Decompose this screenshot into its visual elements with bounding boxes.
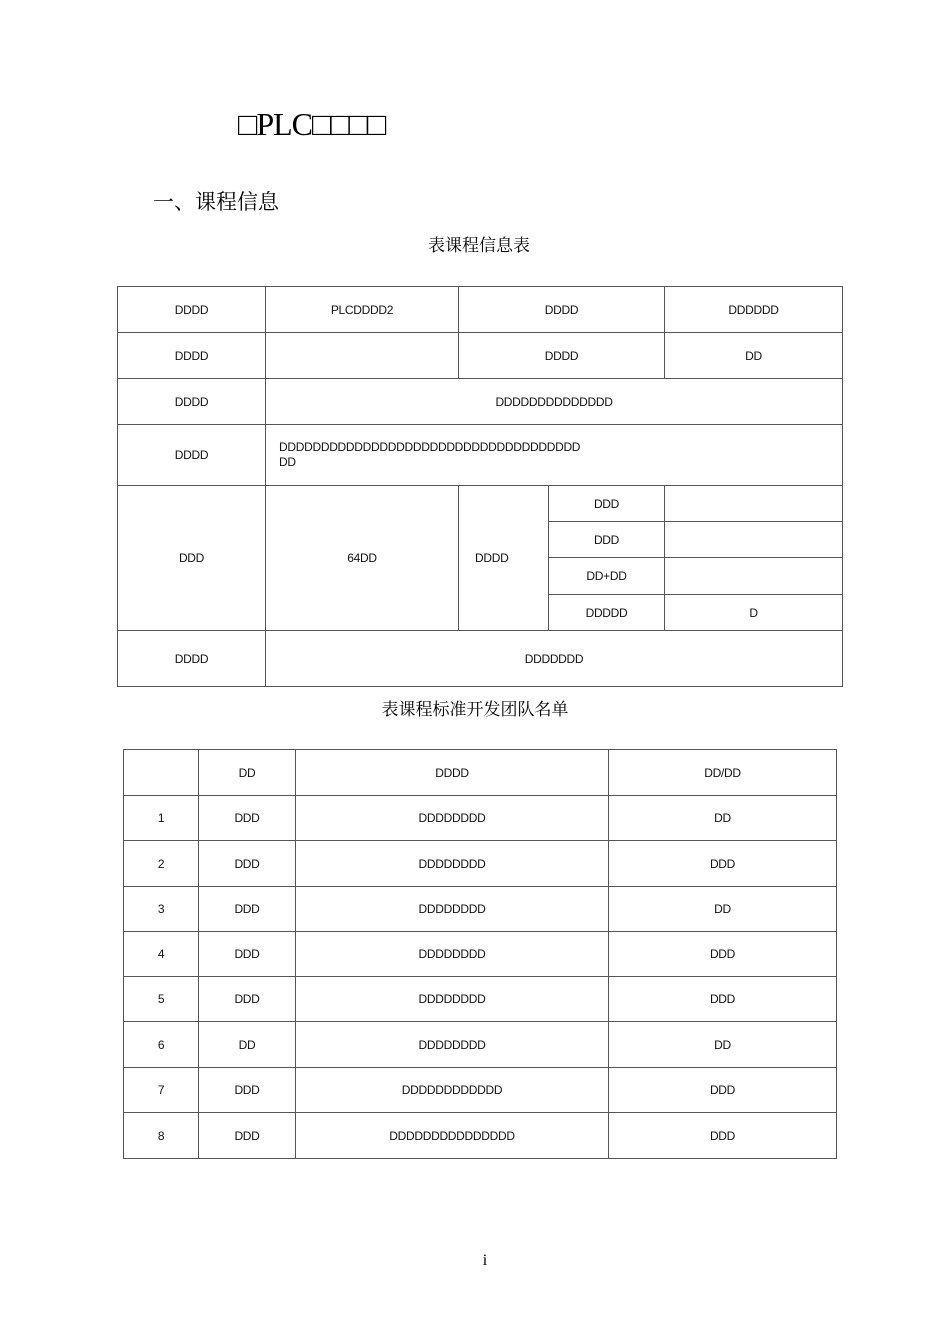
- member-unit: DDDDDDDD: [296, 887, 609, 932]
- member-unit: DDDDDDDDDDDDDDD: [296, 1113, 609, 1159]
- table-row: [118, 425, 843, 486]
- table-row: [118, 631, 843, 687]
- course-info-table-caption: 表课程信息表: [428, 236, 530, 256]
- column-header: DDDD: [296, 750, 609, 796]
- table-cell: DDDD: [118, 631, 266, 687]
- column-header: [124, 750, 199, 796]
- table-cell: [266, 333, 459, 379]
- table-cell: [665, 522, 843, 558]
- member-title: DDD: [609, 932, 837, 977]
- member-title: DD: [609, 1022, 837, 1068]
- table-cell: DD: [665, 333, 843, 379]
- table-row: [118, 287, 843, 333]
- member-name: DD: [199, 1022, 296, 1068]
- column-header: DD/DD: [609, 750, 837, 796]
- table-row: [124, 1113, 837, 1159]
- table-cell: PLCDDDD2: [266, 287, 459, 333]
- table-cell: DD+DD: [549, 558, 665, 595]
- page-number: i: [482, 1252, 488, 1269]
- team-table-caption: 表课程标准开发团队名单: [381, 700, 569, 720]
- table-row: [124, 932, 837, 977]
- table-row: [124, 1068, 837, 1113]
- table-row: [124, 1022, 837, 1068]
- member-unit: DDDDDDDD: [296, 1022, 609, 1068]
- table-cell: DDDD: [459, 333, 665, 379]
- table-cell: D: [665, 595, 843, 631]
- cell-text-line: DD: [279, 455, 296, 469]
- table-cell: DDDD: [118, 333, 266, 379]
- row-number: 4: [124, 932, 199, 977]
- table-cell: DDDDDD: [665, 287, 843, 333]
- table-cell: DDDD: [118, 379, 266, 425]
- member-name: DDD: [199, 1068, 296, 1113]
- table-row: [124, 977, 837, 1022]
- member-title: DD: [609, 796, 837, 841]
- member-title: DDD: [609, 977, 837, 1022]
- member-name: DDD: [199, 1113, 296, 1159]
- table-cell: DDD: [118, 486, 266, 631]
- table-cell: DDDDDDD: [266, 631, 843, 687]
- row-number: 3: [124, 887, 199, 932]
- page-title: □PLC□□□□: [238, 106, 386, 142]
- member-name: DDD: [199, 796, 296, 841]
- member-unit: DDDDDDDD: [296, 932, 609, 977]
- table-cell: DDDD: [118, 287, 266, 333]
- row-number: 1: [124, 796, 199, 841]
- table-cell: DDDD: [459, 486, 549, 631]
- table-cell: [266, 425, 843, 486]
- table-row: [124, 841, 837, 887]
- table-row: [118, 486, 843, 522]
- row-number: 6: [124, 1022, 199, 1068]
- table-cell: DDDD: [459, 287, 665, 333]
- member-name: DDD: [199, 841, 296, 887]
- member-name: DDD: [199, 932, 296, 977]
- table-cell: DDDDD: [549, 595, 665, 631]
- table-header-row: [124, 750, 837, 796]
- row-number: 8: [124, 1113, 199, 1159]
- member-title: DD: [609, 887, 837, 932]
- section-heading: 一、课程信息: [153, 190, 279, 214]
- table-cell: [665, 486, 843, 522]
- course-info-table: [117, 286, 843, 687]
- table-row: [124, 796, 837, 841]
- member-name: DDD: [199, 977, 296, 1022]
- table-cell: [665, 558, 843, 595]
- member-unit: DDDDDDDD: [296, 977, 609, 1022]
- member-title: DDD: [609, 1068, 837, 1113]
- member-unit: DDDDDDDD: [296, 796, 609, 841]
- table-cell: 64DD: [266, 486, 459, 631]
- table-cell: DDD: [549, 522, 665, 558]
- row-number: 5: [124, 977, 199, 1022]
- member-name: DDD: [199, 887, 296, 932]
- table-row: [118, 379, 843, 425]
- member-unit: DDDDDDDDDDDD: [296, 1068, 609, 1113]
- member-unit: DDDDDDDD: [296, 841, 609, 887]
- table-row: [118, 333, 843, 379]
- column-header: DD: [199, 750, 296, 796]
- table-cell: DDD: [549, 486, 665, 522]
- team-table: [123, 749, 837, 1159]
- table-cell: DDDD: [118, 425, 266, 486]
- cell-text-line: DDDDDDDDDDDDDDDDDDDDDDDDDDDDDDDDDDDD: [279, 440, 581, 454]
- table-row: [124, 887, 837, 932]
- table-cell: DDDDDDDDDDDDDD: [266, 379, 843, 425]
- row-number: 2: [124, 841, 199, 887]
- member-title: DDD: [609, 841, 837, 887]
- member-title: DDD: [609, 1113, 837, 1159]
- row-number: 7: [124, 1068, 199, 1113]
